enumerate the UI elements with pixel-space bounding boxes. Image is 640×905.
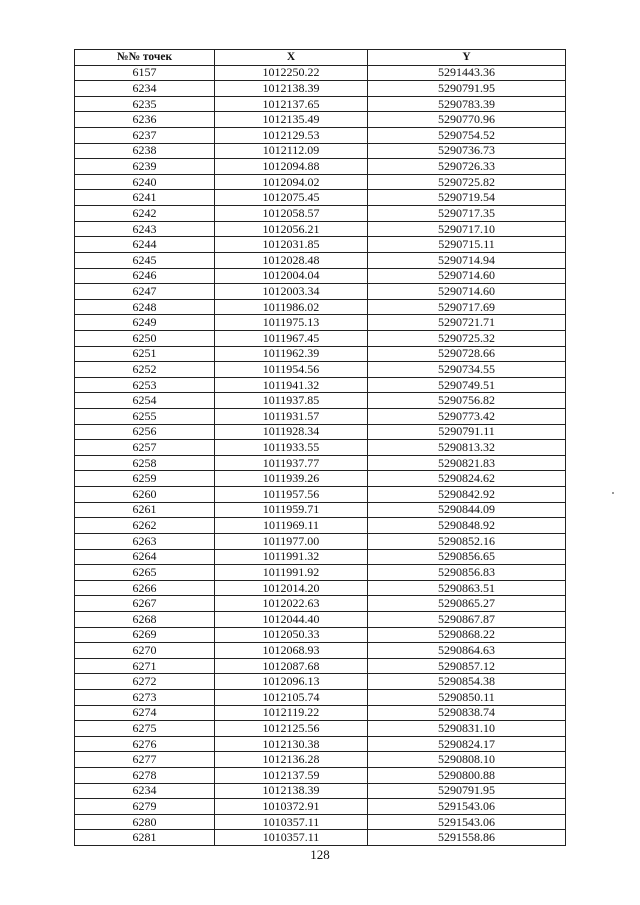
table-header	[75, 50, 566, 66]
cell-y: 5290714.94	[368, 252, 566, 268]
table-row	[75, 643, 566, 659]
cell-point-number: 6257	[75, 440, 215, 456]
cell-y: 5290842.92	[368, 487, 566, 503]
cell-y: 5290717.10	[368, 221, 566, 237]
cell-y: 5290821.83	[368, 455, 566, 471]
cell-point-number: 6274	[75, 705, 215, 721]
cell-x: 1012105.74	[215, 689, 368, 705]
cell-y: 5290848.92	[368, 518, 566, 534]
cell-x: 1012250.22	[215, 65, 368, 81]
cell-x: 1011939.26	[215, 471, 368, 487]
cell-y: 5290824.17	[368, 736, 566, 752]
cell-x: 1012087.68	[215, 658, 368, 674]
table-row	[75, 237, 566, 253]
cell-point-number: 6249	[75, 315, 215, 331]
cell-x: 1012058.57	[215, 206, 368, 222]
cell-point-number: 6251	[75, 346, 215, 362]
cell-y: 5290736.73	[368, 143, 566, 159]
table-row	[75, 533, 566, 549]
cell-x: 1012137.65	[215, 96, 368, 112]
header-y: Y	[368, 50, 566, 66]
table-row	[75, 315, 566, 331]
cell-x: 1011933.55	[215, 440, 368, 456]
cell-point-number: 6262	[75, 518, 215, 534]
table-row	[75, 268, 566, 284]
table-row	[75, 377, 566, 393]
cell-point-number: 6267	[75, 596, 215, 612]
cell-point-number: 6281	[75, 830, 215, 846]
cell-x: 1011991.92	[215, 565, 368, 581]
cell-x: 1012028.48	[215, 252, 368, 268]
table-row	[75, 206, 566, 222]
cell-x: 1011928.34	[215, 424, 368, 440]
table-row	[75, 346, 566, 362]
table-row	[75, 518, 566, 534]
cell-x: 1011977.00	[215, 533, 368, 549]
table-row	[75, 814, 566, 830]
cell-x: 1012135.49	[215, 112, 368, 128]
cell-x: 1012044.40	[215, 611, 368, 627]
table-row	[75, 502, 566, 518]
table-row	[75, 768, 566, 784]
cell-point-number: 6280	[75, 814, 215, 830]
cell-point-number: 6277	[75, 752, 215, 768]
cell-x: 1012014.20	[215, 580, 368, 596]
coordinates-table	[74, 49, 566, 846]
table-row	[75, 190, 566, 206]
cell-y: 5291543.06	[368, 799, 566, 815]
scan-speck	[612, 492, 614, 494]
cell-y: 5290728.66	[368, 346, 566, 362]
cell-y: 5290865.27	[368, 596, 566, 612]
table-row	[75, 299, 566, 315]
table-row	[75, 658, 566, 674]
table-row	[75, 440, 566, 456]
cell-point-number: 6234	[75, 783, 215, 799]
cell-x: 1012112.09	[215, 143, 368, 159]
table-row	[75, 252, 566, 268]
cell-point-number: 6271	[75, 658, 215, 674]
table-row	[75, 424, 566, 440]
cell-x: 1012136.28	[215, 752, 368, 768]
cell-point-number: 6269	[75, 627, 215, 643]
table-row	[75, 799, 566, 815]
table-row	[75, 143, 566, 159]
cell-y: 5290714.60	[368, 284, 566, 300]
table-row	[75, 721, 566, 737]
cell-y: 5290800.88	[368, 768, 566, 784]
cell-y: 5290857.12	[368, 658, 566, 674]
cell-point-number: 6276	[75, 736, 215, 752]
cell-y: 5291558.86	[368, 830, 566, 846]
cell-point-number: 6246	[75, 268, 215, 284]
cell-y: 5290725.82	[368, 174, 566, 190]
cell-y: 5290719.54	[368, 190, 566, 206]
table-row	[75, 81, 566, 97]
cell-point-number: 6245	[75, 252, 215, 268]
cell-point-number: 6278	[75, 768, 215, 784]
table-row	[75, 627, 566, 643]
cell-x: 1012125.56	[215, 721, 368, 737]
cell-x: 1011967.45	[215, 330, 368, 346]
cell-x: 1011937.77	[215, 455, 368, 471]
cell-x: 1012022.63	[215, 596, 368, 612]
cell-x: 1012056.21	[215, 221, 368, 237]
cell-y: 5290714.60	[368, 268, 566, 284]
cell-y: 5290721.71	[368, 315, 566, 331]
table-row	[75, 674, 566, 690]
cell-x: 1012068.93	[215, 643, 368, 659]
cell-x: 1012031.85	[215, 237, 368, 253]
cell-y: 5290831.10	[368, 721, 566, 737]
cell-y: 5290726.33	[368, 159, 566, 175]
cell-point-number: 6235	[75, 96, 215, 112]
table-row	[75, 96, 566, 112]
cell-point-number: 6270	[75, 643, 215, 659]
header-x: X	[215, 50, 368, 66]
cell-point-number: 6272	[75, 674, 215, 690]
cell-y: 5290864.63	[368, 643, 566, 659]
cell-y: 5290868.22	[368, 627, 566, 643]
table-row	[75, 409, 566, 425]
cell-x: 1012094.88	[215, 159, 368, 175]
cell-x: 1012129.53	[215, 128, 368, 144]
cell-x: 1011937.85	[215, 393, 368, 409]
table-row	[75, 705, 566, 721]
header-point-number: №№ точек	[75, 50, 215, 66]
table-row	[75, 455, 566, 471]
cell-point-number: 6279	[75, 799, 215, 815]
cell-y: 5290844.09	[368, 502, 566, 518]
cell-point-number: 6248	[75, 299, 215, 315]
cell-y: 5290791.95	[368, 783, 566, 799]
cell-point-number: 6239	[75, 159, 215, 175]
cell-point-number: 6238	[75, 143, 215, 159]
cell-y: 5290813.32	[368, 440, 566, 456]
cell-y: 5290717.69	[368, 299, 566, 315]
cell-point-number: 6265	[75, 565, 215, 581]
cell-point-number: 6259	[75, 471, 215, 487]
cell-y: 5290852.16	[368, 533, 566, 549]
cell-x: 1012094.02	[215, 174, 368, 190]
cell-y: 5291443.36	[368, 65, 566, 81]
cell-y: 5291543.06	[368, 814, 566, 830]
cell-point-number: 6234	[75, 81, 215, 97]
cell-y: 5290773.42	[368, 409, 566, 425]
cell-point-number: 6243	[75, 221, 215, 237]
table-row	[75, 487, 566, 503]
cell-x: 1011954.56	[215, 362, 368, 378]
table-row	[75, 830, 566, 846]
cell-point-number: 6268	[75, 611, 215, 627]
cell-point-number: 6252	[75, 362, 215, 378]
cell-point-number: 6255	[75, 409, 215, 425]
cell-x: 1011969.11	[215, 518, 368, 534]
table-row	[75, 330, 566, 346]
cell-x: 1010357.11	[215, 814, 368, 830]
cell-point-number: 6250	[75, 330, 215, 346]
cell-x: 1011986.02	[215, 299, 368, 315]
table-row	[75, 783, 566, 799]
cell-y: 5290838.74	[368, 705, 566, 721]
table-row	[75, 221, 566, 237]
table-row	[75, 565, 566, 581]
cell-x: 1011931.57	[215, 409, 368, 425]
cell-x: 1012004.04	[215, 268, 368, 284]
cell-y: 5290756.82	[368, 393, 566, 409]
cell-y: 5290749.51	[368, 377, 566, 393]
cell-point-number: 6244	[75, 237, 215, 253]
cell-y: 5290725.32	[368, 330, 566, 346]
cell-y: 5290791.11	[368, 424, 566, 440]
cell-point-number: 6242	[75, 206, 215, 222]
cell-point-number: 6157	[75, 65, 215, 81]
cell-point-number: 6263	[75, 533, 215, 549]
cell-point-number: 6256	[75, 424, 215, 440]
cell-point-number: 6258	[75, 455, 215, 471]
table-row	[75, 752, 566, 768]
cell-point-number: 6266	[75, 580, 215, 596]
cell-x: 1012050.33	[215, 627, 368, 643]
cell-y: 5290715.11	[368, 237, 566, 253]
table-row	[75, 393, 566, 409]
cell-y: 5290824.62	[368, 471, 566, 487]
cell-x: 1011962.39	[215, 346, 368, 362]
cell-x: 1012075.45	[215, 190, 368, 206]
cell-y: 5290770.96	[368, 112, 566, 128]
table-row	[75, 128, 566, 144]
table-row	[75, 112, 566, 128]
cell-x: 1012138.39	[215, 783, 368, 799]
cell-point-number: 6261	[75, 502, 215, 518]
cell-x: 1011941.32	[215, 377, 368, 393]
cell-x: 1010372.91	[215, 799, 368, 815]
cell-y: 5290856.83	[368, 565, 566, 581]
page-number: 128	[310, 847, 330, 862]
table-row	[75, 471, 566, 487]
cell-x: 1012119.22	[215, 705, 368, 721]
table-row	[75, 736, 566, 752]
cell-point-number: 6241	[75, 190, 215, 206]
table-row	[75, 549, 566, 565]
cell-y: 5290863.51	[368, 580, 566, 596]
cell-x: 1011975.13	[215, 315, 368, 331]
table-row	[75, 596, 566, 612]
cell-y: 5290734.55	[368, 362, 566, 378]
table-row	[75, 580, 566, 596]
cell-y: 5290850.11	[368, 689, 566, 705]
cell-y: 5290867.87	[368, 611, 566, 627]
cell-point-number: 6253	[75, 377, 215, 393]
table-body	[75, 65, 566, 845]
cell-y: 5290791.95	[368, 81, 566, 97]
cell-y: 5290854.38	[368, 674, 566, 690]
cell-x: 1012138.39	[215, 81, 368, 97]
cell-x: 1011991.32	[215, 549, 368, 565]
cell-point-number: 6237	[75, 128, 215, 144]
cell-y: 5290808.10	[368, 752, 566, 768]
cell-point-number: 6260	[75, 487, 215, 503]
header-row	[75, 50, 566, 66]
table-row	[75, 689, 566, 705]
cell-point-number: 6275	[75, 721, 215, 737]
table-row	[75, 65, 566, 81]
cell-x: 1012003.34	[215, 284, 368, 300]
cell-y: 5290856.65	[368, 549, 566, 565]
cell-x: 1012130.38	[215, 736, 368, 752]
cell-y: 5290783.39	[368, 96, 566, 112]
cell-x: 1012096.13	[215, 674, 368, 690]
cell-point-number: 6273	[75, 689, 215, 705]
cell-x: 1010357.11	[215, 830, 368, 846]
cell-x: 1012137.59	[215, 768, 368, 784]
table-row	[75, 174, 566, 190]
table-row	[75, 611, 566, 627]
table-row	[75, 159, 566, 175]
table-row	[75, 362, 566, 378]
cell-x: 1011959.71	[215, 502, 368, 518]
cell-point-number: 6264	[75, 549, 215, 565]
cell-point-number: 6236	[75, 112, 215, 128]
cell-point-number: 6247	[75, 284, 215, 300]
cell-y: 5290717.35	[368, 206, 566, 222]
cell-point-number: 6254	[75, 393, 215, 409]
table-row	[75, 284, 566, 300]
cell-point-number: 6240	[75, 174, 215, 190]
cell-y: 5290754.52	[368, 128, 566, 144]
cell-x: 1011957.56	[215, 487, 368, 503]
